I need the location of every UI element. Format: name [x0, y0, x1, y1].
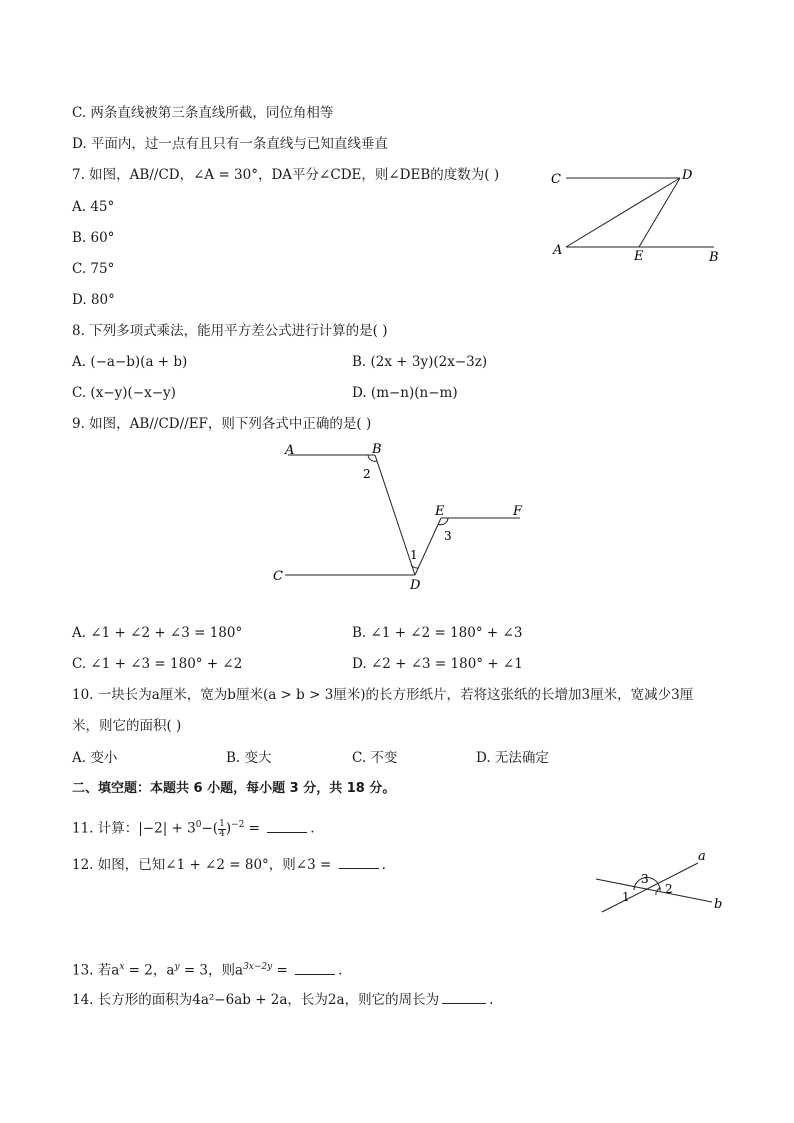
q7-figure — [540, 160, 740, 270]
q10-line1: 10. 一块长为a厘米，宽为b厘米(a > b > 3厘米)的长方形纸片，若将这张纸的长增加3厘米，宽减少3厘 — [72, 687, 694, 703]
q7-option-c: C. 75° — [72, 261, 115, 277]
q7-option-a: A. 45° — [72, 199, 115, 215]
q9-option-c: C. ∠1 + ∠3 = 180° + ∠2 — [72, 656, 243, 672]
q11-prefix: 11. 计算：|−2| + 3 — [72, 820, 196, 837]
q13-e2: y — [174, 962, 180, 972]
q8-option-c: C. (x−y)(−x−y) — [72, 385, 176, 401]
q11-line — [72, 816, 315, 839]
q12-label-1: 1 — [622, 890, 630, 904]
q9-option-a: A. ∠1 + ∠2 + ∠3 = 180° — [72, 625, 243, 641]
q13-e3: 3x−2y — [243, 962, 273, 972]
q6-option-c: C. 两条直线被第三条直线所截，同位角相等 — [72, 105, 334, 121]
q13-p2: = 2，a — [124, 962, 175, 979]
q12-label-a: a — [698, 849, 706, 864]
q12-figure — [590, 845, 730, 920]
q9-label-c: C — [273, 569, 283, 584]
q9-option-b: B. ∠1 + ∠2 = 180° + ∠3 — [352, 625, 523, 641]
q9-stem: 9. 如图，AB//CD//EF，则下列各式中正确的是( ) — [72, 416, 372, 432]
q7-option-d: D. 80° — [72, 292, 115, 308]
q11-end: . — [310, 820, 315, 837]
q9-label-d: D — [410, 578, 421, 593]
q8-stem: 8. 下列多项式乘法，能用平方差公式进行计算的是( ) — [72, 323, 388, 339]
q9-label-2: 2 — [363, 467, 371, 481]
q8-option-a: A. (−a−b)(a + b) — [72, 354, 188, 370]
q7-label-c: C — [551, 172, 561, 187]
q14-answer-blank[interactable] — [442, 989, 486, 1004]
q11-frac-den: 4 — [219, 828, 225, 839]
section2-title: 二、填空题：本题共 6 小题，每小题 3 分，共 18 分。 — [72, 781, 396, 796]
q9-label-e: E — [435, 504, 445, 519]
q14-end: . — [489, 992, 494, 1008]
q12-line — [72, 854, 386, 874]
q13-e1: x — [119, 962, 125, 972]
q12-label-2: 2 — [665, 882, 673, 896]
q11-eq: = — [244, 820, 265, 837]
q11-fraction — [218, 820, 226, 839]
q12-answer-blank[interactable] — [339, 854, 379, 869]
q12-end: . — [381, 857, 386, 873]
q11-expm2: −2 — [231, 820, 245, 830]
q14-line — [72, 989, 493, 1009]
q13-p4: = — [272, 962, 293, 979]
q8-option-d: D. (m−n)(n−m) — [352, 385, 458, 401]
q11-answer-blank[interactable] — [267, 818, 307, 833]
q13-line — [72, 958, 342, 980]
q9-label-1: 1 — [410, 548, 418, 562]
q7-label-b: B — [709, 250, 719, 265]
q11-mid: −( — [201, 820, 219, 837]
q12-label-b: b — [714, 897, 723, 912]
q13-p3: = 3，则a — [179, 962, 244, 979]
q7-label-e: E — [634, 249, 644, 264]
q11-close: ) — [225, 820, 232, 837]
q9-label-a: A — [285, 443, 295, 458]
q10-option-c: C. 不变 — [352, 750, 398, 766]
q10-option-b: B. 变大 — [226, 750, 272, 766]
q9-label-b: B — [372, 442, 382, 457]
q14-text: 14. 长方形的面积为4a²−6ab + 2a，长为2a，则它的周长为 — [72, 992, 440, 1008]
q6-option-d: D. 平面内，过一点有且只有一条直线与已知直线垂直 — [72, 136, 388, 152]
q9-label-f: F — [513, 504, 523, 519]
q7-stem: 7. 如图，AB//CD，∠A = 30°，DA平分∠CDE，则∠DEB的度数为( ) — [72, 167, 500, 183]
q7-label-d: D — [682, 168, 693, 183]
q9-option-d: D. ∠2 + ∠3 = 180° + ∠1 — [352, 656, 523, 672]
q10-option-d: D. 无法确定 — [476, 750, 549, 766]
q10-option-a: A. 变小 — [72, 750, 118, 766]
q8-option-b: B. (2x + 3y)(2x−3z) — [352, 354, 488, 370]
q9-label-3: 3 — [444, 529, 452, 543]
q9-figure — [265, 438, 535, 598]
q10-line2: 米，则它的面积( ) — [72, 718, 182, 734]
q7-option-b: B. 60° — [72, 230, 115, 246]
q13-answer-blank[interactable] — [295, 960, 335, 975]
q12-label-3: 3 — [641, 872, 649, 886]
q11-exp0: 0 — [195, 820, 202, 830]
q13-end: . — [338, 962, 343, 979]
q12-text: 12. 如图，已知∠1 + ∠2 = 80°，则∠3 = — [72, 857, 336, 873]
q13-p1: 13. 若a — [72, 962, 120, 979]
q7-label-a: A — [553, 243, 563, 258]
q11-frac-num: 1 — [219, 818, 225, 829]
